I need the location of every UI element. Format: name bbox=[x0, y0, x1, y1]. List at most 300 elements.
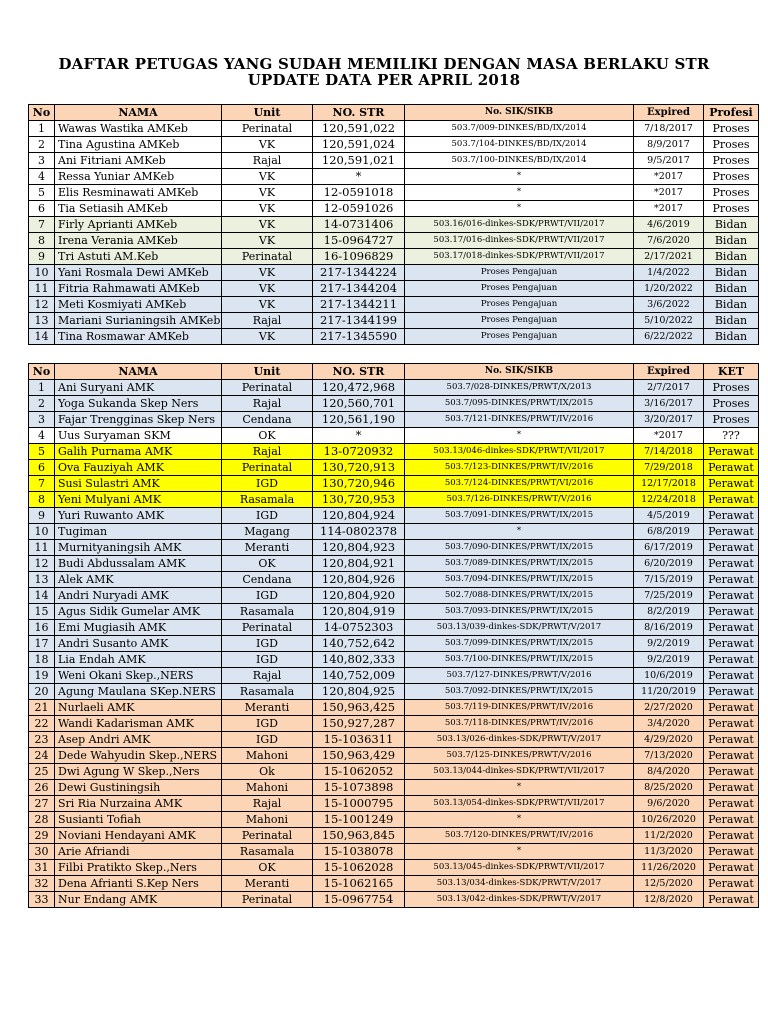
row-str-cell: 217-1344224 bbox=[313, 265, 405, 281]
row-nama-cell: Filbi Pratikto Skep.,Ners bbox=[55, 860, 222, 876]
row-nama-cell: Alek AMK bbox=[55, 572, 222, 588]
row-sik-cell: 503.7/123-DINKES/PRWT/IV/2016 bbox=[405, 460, 634, 476]
row-no-cell: 28 bbox=[29, 812, 55, 828]
row-expired-cell: 7/18/2017 bbox=[634, 121, 704, 137]
row-expired-cell: 10/6/2019 bbox=[634, 668, 704, 684]
table-row bbox=[29, 796, 759, 812]
row-expired-cell: 6/22/2022 bbox=[634, 329, 704, 345]
row-expired-cell: 7/14/2018 bbox=[634, 444, 704, 460]
row-str-cell: 140,752,009 bbox=[313, 668, 405, 684]
row-ket-cell: Proses bbox=[704, 121, 759, 137]
row-ket-cell: Bidan bbox=[704, 329, 759, 345]
row-sik-cell: * bbox=[405, 524, 634, 540]
row-expired-cell: 2/27/2020 bbox=[634, 700, 704, 716]
table-row bbox=[29, 412, 759, 428]
row-sik-cell: * bbox=[405, 169, 634, 185]
table-row bbox=[29, 444, 759, 460]
row-unit-cell: IGD bbox=[222, 652, 313, 668]
row-sik-cell: Proses Pengajuan bbox=[405, 265, 634, 281]
row-sik-cell: * bbox=[405, 844, 634, 860]
row-str-cell: 15-1036311 bbox=[313, 732, 405, 748]
row-ket-cell: Proses bbox=[704, 380, 759, 396]
row-no-cell: 17 bbox=[29, 636, 55, 652]
row-no-cell: 20 bbox=[29, 684, 55, 700]
table-row bbox=[29, 636, 759, 652]
table-row bbox=[29, 572, 759, 588]
row-expired-cell: 11/20/2019 bbox=[634, 684, 704, 700]
table-row bbox=[29, 492, 759, 508]
table-row bbox=[29, 668, 759, 684]
table-row bbox=[29, 169, 759, 185]
row-nama-cell: Yeni Mulyani AMK bbox=[55, 492, 222, 508]
row-str-cell: 15-1001249 bbox=[313, 812, 405, 828]
row-expired-cell: *2017 bbox=[634, 428, 704, 444]
row-no-cell: 30 bbox=[29, 844, 55, 860]
row-ket-cell: Perawat bbox=[704, 796, 759, 812]
row-no-cell: 3 bbox=[29, 153, 55, 169]
row-sik-cell: * bbox=[405, 812, 634, 828]
row-str-cell: 120,591,022 bbox=[313, 121, 405, 137]
row-no-cell: 1 bbox=[29, 121, 55, 137]
table-row bbox=[29, 233, 759, 249]
header-no: No bbox=[29, 105, 55, 121]
row-ket-cell: Perawat bbox=[704, 636, 759, 652]
row-nama-cell: Irena Verania AMKeb bbox=[55, 233, 222, 249]
table-row bbox=[29, 249, 759, 265]
row-ket-cell: Proses bbox=[704, 201, 759, 217]
row-sik-cell: 503.16/016-dinkes-SDK/PRWT/VII/2017 bbox=[405, 217, 634, 233]
row-ket-cell: Proses bbox=[704, 169, 759, 185]
row-nama-cell: Arie Afriandi bbox=[55, 844, 222, 860]
row-nama-cell: Firly Aprianti AMKeb bbox=[55, 217, 222, 233]
row-str-cell: 15-1062052 bbox=[313, 764, 405, 780]
row-str-cell: 150,927,287 bbox=[313, 716, 405, 732]
row-ket-cell: Bidan bbox=[704, 281, 759, 297]
row-sik-cell: 503.13/039-dinkes-SDK/PRWT/V/2017 bbox=[405, 620, 634, 636]
row-ket-cell: Perawat bbox=[704, 844, 759, 860]
row-no-cell: 22 bbox=[29, 716, 55, 732]
row-ket-cell: Perawat bbox=[704, 620, 759, 636]
header-unit: Unit bbox=[222, 105, 313, 121]
row-str-cell: 15-1038078 bbox=[313, 844, 405, 860]
row-unit-cell: IGD bbox=[222, 716, 313, 732]
row-unit-cell: Meranti bbox=[222, 540, 313, 556]
row-ket-cell: Perawat bbox=[704, 684, 759, 700]
row-expired-cell: 5/10/2022 bbox=[634, 313, 704, 329]
row-nama-cell: Yoga Sukanda Skep Ners bbox=[55, 396, 222, 412]
header-nama: NAMA bbox=[55, 105, 222, 121]
header-no-str: NO. STR bbox=[313, 105, 405, 121]
row-no-cell: 10 bbox=[29, 265, 55, 281]
table-row bbox=[29, 329, 759, 345]
row-expired-cell: 4/5/2019 bbox=[634, 508, 704, 524]
row-nama-cell: Dena Afrianti S.Kep Ners bbox=[55, 876, 222, 892]
row-nama-cell: Dewi Gustiningsih bbox=[55, 780, 222, 796]
row-nama-cell: Tugiman bbox=[55, 524, 222, 540]
table-row bbox=[29, 137, 759, 153]
row-nama-cell: Nur Endang AMK bbox=[55, 892, 222, 908]
row-sik-cell: * bbox=[405, 428, 634, 444]
row-ket-cell: Perawat bbox=[704, 508, 759, 524]
row-sik-cell: 503.7/125-DINKES/PRWT/V/2016 bbox=[405, 748, 634, 764]
row-nama-cell: Dede Wahyudin Skep.,NERS bbox=[55, 748, 222, 764]
table-header-row bbox=[29, 364, 759, 380]
row-expired-cell: 12/24/2018 bbox=[634, 492, 704, 508]
row-nama-cell: Murnityaningsih AMK bbox=[55, 540, 222, 556]
row-str-cell: 12-0591026 bbox=[313, 201, 405, 217]
row-str-cell: 16-1096829 bbox=[313, 249, 405, 265]
document-subtitle: UPDATE DATA PER APRIL 2018 bbox=[247, 71, 521, 89]
row-ket-cell: Perawat bbox=[704, 572, 759, 588]
row-unit-cell: VK bbox=[222, 329, 313, 345]
row-expired-cell: 6/20/2019 bbox=[634, 556, 704, 572]
row-expired-cell: *2017 bbox=[634, 201, 704, 217]
header-nama: NAMA bbox=[55, 364, 222, 380]
row-ket-cell: Proses bbox=[704, 185, 759, 201]
row-unit-cell: Perinatal bbox=[222, 460, 313, 476]
row-str-cell: 217-1345590 bbox=[313, 329, 405, 345]
row-unit-cell: VK bbox=[222, 297, 313, 313]
row-unit-cell: Mahoni bbox=[222, 780, 313, 796]
bidan-table bbox=[28, 104, 759, 345]
row-expired-cell: 8/2/2019 bbox=[634, 604, 704, 620]
row-expired-cell: 7/15/2019 bbox=[634, 572, 704, 588]
row-expired-cell: 12/17/2018 bbox=[634, 476, 704, 492]
table-row bbox=[29, 460, 759, 476]
row-no-cell: 14 bbox=[29, 329, 55, 345]
table-row bbox=[29, 844, 759, 860]
row-nama-cell: Galih Purnama AMK bbox=[55, 444, 222, 460]
row-sik-cell: 503.13/044-dinkes-SDK/PRWT/VII/2017 bbox=[405, 764, 634, 780]
row-unit-cell: OK bbox=[222, 556, 313, 572]
row-unit-cell: Mahoni bbox=[222, 812, 313, 828]
row-str-cell: 12-0591018 bbox=[313, 185, 405, 201]
row-unit-cell: Perinatal bbox=[222, 380, 313, 396]
table-row bbox=[29, 700, 759, 716]
row-str-cell: 217-1344199 bbox=[313, 313, 405, 329]
row-expired-cell: 7/29/2018 bbox=[634, 460, 704, 476]
row-ket-cell: Proses bbox=[704, 412, 759, 428]
row-sik-cell: 503.13/045-dinkes-SDK/PRWT/VII/2017 bbox=[405, 860, 634, 876]
row-nama-cell: Dwi Agung W Skep.,Ners bbox=[55, 764, 222, 780]
row-sik-cell: * bbox=[405, 201, 634, 217]
row-str-cell: 120,561,190 bbox=[313, 412, 405, 428]
table-header-row bbox=[29, 105, 759, 121]
row-expired-cell: 7/13/2020 bbox=[634, 748, 704, 764]
row-sik-cell: 503.7/120-DINKES/PRWT/IV/2016 bbox=[405, 828, 634, 844]
row-unit-cell: Ok bbox=[222, 764, 313, 780]
row-nama-cell: Yani Rosmala Dewi AMKeb bbox=[55, 265, 222, 281]
row-ket-cell: Perawat bbox=[704, 460, 759, 476]
row-nama-cell: Susi Sulastri AMK bbox=[55, 476, 222, 492]
row-nama-cell: Weni Okani Skep.,NERS bbox=[55, 668, 222, 684]
row-unit-cell: OK bbox=[222, 860, 313, 876]
row-nama-cell: Noviani Hendayani AMK bbox=[55, 828, 222, 844]
row-nama-cell: Tri Astuti AM.Keb bbox=[55, 249, 222, 265]
row-str-cell: 217-1344211 bbox=[313, 297, 405, 313]
row-sik-cell: * bbox=[405, 185, 634, 201]
table-row bbox=[29, 892, 759, 908]
row-ket-cell: Proses bbox=[704, 396, 759, 412]
row-nama-cell: Ova Fauziyah AMK bbox=[55, 460, 222, 476]
row-no-cell: 24 bbox=[29, 748, 55, 764]
row-ket-cell: Perawat bbox=[704, 748, 759, 764]
row-ket-cell: Bidan bbox=[704, 217, 759, 233]
row-no-cell: 11 bbox=[29, 540, 55, 556]
row-no-cell: 4 bbox=[29, 169, 55, 185]
row-expired-cell: 4/29/2020 bbox=[634, 732, 704, 748]
row-unit-cell: Rasamala bbox=[222, 604, 313, 620]
row-expired-cell: 9/5/2017 bbox=[634, 153, 704, 169]
row-nama-cell: Ani Suryani AMK bbox=[55, 380, 222, 396]
row-sik-cell: 503.13/034-dinkes-SDK/PRWT/V/2017 bbox=[405, 876, 634, 892]
row-expired-cell: 6/8/2019 bbox=[634, 524, 704, 540]
row-expired-cell: 12/8/2020 bbox=[634, 892, 704, 908]
row-unit-cell: Cendana bbox=[222, 412, 313, 428]
row-ket-cell: Bidan bbox=[704, 233, 759, 249]
row-no-cell: 2 bbox=[29, 137, 55, 153]
row-no-cell: 13 bbox=[29, 572, 55, 588]
row-expired-cell: 2/17/2021 bbox=[634, 249, 704, 265]
row-sik-cell: 503.7/092-DINKES/PRWT/IX/2015 bbox=[405, 684, 634, 700]
row-no-cell: 4 bbox=[29, 428, 55, 444]
row-str-cell: 150,963,425 bbox=[313, 700, 405, 716]
row-no-cell: 2 bbox=[29, 396, 55, 412]
row-nama-cell: Tia Setiasih AMKeb bbox=[55, 201, 222, 217]
row-str-cell: 120,804,921 bbox=[313, 556, 405, 572]
row-sik-cell: 503.7/094-DINKES/PRWT/IX/2015 bbox=[405, 572, 634, 588]
row-str-cell: 120,591,024 bbox=[313, 137, 405, 153]
row-unit-cell: VK bbox=[222, 265, 313, 281]
row-unit-cell: VK bbox=[222, 137, 313, 153]
row-nama-cell: Lia Endah AMK bbox=[55, 652, 222, 668]
row-no-cell: 13 bbox=[29, 313, 55, 329]
row-unit-cell: Rajal bbox=[222, 668, 313, 684]
row-unit-cell: Magang bbox=[222, 524, 313, 540]
row-str-cell: 150,963,429 bbox=[313, 748, 405, 764]
row-no-cell: 18 bbox=[29, 652, 55, 668]
row-no-cell: 5 bbox=[29, 185, 55, 201]
row-nama-cell: Fitria Rahmawati AMKeb bbox=[55, 281, 222, 297]
row-unit-cell: Rasamala bbox=[222, 492, 313, 508]
row-ket-cell: Perawat bbox=[704, 524, 759, 540]
row-unit-cell: Perinatal bbox=[222, 620, 313, 636]
row-unit-cell: Rajal bbox=[222, 153, 313, 169]
row-expired-cell: *2017 bbox=[634, 185, 704, 201]
row-nama-cell: Uus Suryaman SKM bbox=[55, 428, 222, 444]
row-str-cell: 130,720,913 bbox=[313, 460, 405, 476]
row-sik-cell: 503.7/104-DINKES/BD/IX/2014 bbox=[405, 137, 634, 153]
row-unit-cell: Perinatal bbox=[222, 892, 313, 908]
row-no-cell: 12 bbox=[29, 297, 55, 313]
row-unit-cell: Perinatal bbox=[222, 249, 313, 265]
row-ket-cell: Perawat bbox=[704, 540, 759, 556]
row-str-cell: 130,720,946 bbox=[313, 476, 405, 492]
row-unit-cell: Rajal bbox=[222, 313, 313, 329]
row-nama-cell: Agus Sidik Gumelar AMK bbox=[55, 604, 222, 620]
table-row bbox=[29, 764, 759, 780]
row-unit-cell: OK bbox=[222, 428, 313, 444]
row-str-cell: 14-0731406 bbox=[313, 217, 405, 233]
row-nama-cell: Yuri Ruwanto AMK bbox=[55, 508, 222, 524]
row-no-cell: 7 bbox=[29, 476, 55, 492]
row-expired-cell: 7/25/2019 bbox=[634, 588, 704, 604]
row-str-cell: 13-0720932 bbox=[313, 444, 405, 460]
table-row bbox=[29, 201, 759, 217]
row-expired-cell: 11/2/2020 bbox=[634, 828, 704, 844]
row-sik-cell: 503.7/100-DINKES/PRWT/IX/2015 bbox=[405, 652, 634, 668]
row-sik-cell: 503.7/093-DINKES/PRWT/IX/2015 bbox=[405, 604, 634, 620]
row-ket-cell: Bidan bbox=[704, 297, 759, 313]
row-sik-cell: 503.17/018-dinkes-SDK/PRWT/VII/2017 bbox=[405, 249, 634, 265]
table-row bbox=[29, 281, 759, 297]
row-expired-cell: 9/6/2020 bbox=[634, 796, 704, 812]
row-sik-cell: 503.7/028-DINKES/PRWT/X/2013 bbox=[405, 380, 634, 396]
table-row bbox=[29, 780, 759, 796]
row-no-cell: 15 bbox=[29, 604, 55, 620]
row-sik-cell: 503.7/127-DINKES/PRWT/V/2016 bbox=[405, 668, 634, 684]
row-ket-cell: Perawat bbox=[704, 556, 759, 572]
row-expired-cell: 11/26/2020 bbox=[634, 860, 704, 876]
row-sik-cell: Proses Pengajuan bbox=[405, 313, 634, 329]
table-row bbox=[29, 524, 759, 540]
row-nama-cell: Agung Maulana SKep.NERS bbox=[55, 684, 222, 700]
row-unit-cell: VK bbox=[222, 281, 313, 297]
table-row bbox=[29, 732, 759, 748]
table-row bbox=[29, 604, 759, 620]
row-ket-cell: Proses bbox=[704, 137, 759, 153]
row-sik-cell: 503.7/121-DINKES/PRWT/IV/2016 bbox=[405, 412, 634, 428]
table-row bbox=[29, 313, 759, 329]
table-row bbox=[29, 185, 759, 201]
row-unit-cell: Rajal bbox=[222, 796, 313, 812]
row-sik-cell: 503.7/089-DINKES/PRWT/IX/2015 bbox=[405, 556, 634, 572]
row-no-cell: 10 bbox=[29, 524, 55, 540]
table-row bbox=[29, 860, 759, 876]
row-expired-cell: 12/5/2020 bbox=[634, 876, 704, 892]
row-str-cell: 130,720,953 bbox=[313, 492, 405, 508]
table-row bbox=[29, 297, 759, 313]
row-nama-cell: Fajar Trengginas Skep Ners bbox=[55, 412, 222, 428]
row-sik-cell: 503.17/016-dinkes-SDK/PRWT/VII/2017 bbox=[405, 233, 634, 249]
row-str-cell: 15-1062028 bbox=[313, 860, 405, 876]
row-expired-cell: 9/2/2019 bbox=[634, 636, 704, 652]
header-no-str: NO. STR bbox=[313, 364, 405, 380]
row-str-cell: 140,752,642 bbox=[313, 636, 405, 652]
row-sik-cell: Proses Pengajuan bbox=[405, 281, 634, 297]
row-ket-cell: Perawat bbox=[704, 876, 759, 892]
row-str-cell: 120,560,701 bbox=[313, 396, 405, 412]
row-unit-cell: VK bbox=[222, 233, 313, 249]
row-str-cell: 120,804,925 bbox=[313, 684, 405, 700]
table-row bbox=[29, 508, 759, 524]
row-expired-cell: 1/20/2022 bbox=[634, 281, 704, 297]
row-expired-cell: 8/16/2019 bbox=[634, 620, 704, 636]
row-no-cell: 29 bbox=[29, 828, 55, 844]
row-str-cell: 14-0752303 bbox=[313, 620, 405, 636]
row-sik-cell: 503.13/054-dinkes-SDK/PRWT/VII/2017 bbox=[405, 796, 634, 812]
row-expired-cell: 7/6/2020 bbox=[634, 233, 704, 249]
table-row bbox=[29, 540, 759, 556]
table-row bbox=[29, 748, 759, 764]
row-unit-cell: IGD bbox=[222, 732, 313, 748]
row-no-cell: 7 bbox=[29, 217, 55, 233]
row-str-cell: 120,472,968 bbox=[313, 380, 405, 396]
row-ket-cell: Bidan bbox=[704, 265, 759, 281]
row-nama-cell: Emi Mugiasih AMK bbox=[55, 620, 222, 636]
row-no-cell: 14 bbox=[29, 588, 55, 604]
row-unit-cell: Rajal bbox=[222, 444, 313, 460]
row-expired-cell: 3/20/2017 bbox=[634, 412, 704, 428]
table-row bbox=[29, 380, 759, 396]
row-nama-cell: Ressa Yuniar AMKeb bbox=[55, 169, 222, 185]
row-ket-cell: Bidan bbox=[704, 313, 759, 329]
row-ket-cell: Perawat bbox=[704, 732, 759, 748]
row-sik-cell: 503.7/009-DINKES/BD/IX/2014 bbox=[405, 121, 634, 137]
row-no-cell: 26 bbox=[29, 780, 55, 796]
row-expired-cell: 9/2/2019 bbox=[634, 652, 704, 668]
row-no-cell: 27 bbox=[29, 796, 55, 812]
row-ket-cell: Perawat bbox=[704, 700, 759, 716]
header-expired: Expired bbox=[634, 364, 704, 380]
row-ket-cell: Perawat bbox=[704, 492, 759, 508]
table-row bbox=[29, 396, 759, 412]
row-nama-cell: Meti Kosmiyati AMKeb bbox=[55, 297, 222, 313]
row-sik-cell: 503.7/119-DINKES/PRWT/IV/2016 bbox=[405, 700, 634, 716]
row-no-cell: 8 bbox=[29, 492, 55, 508]
row-str-cell: 15-1000795 bbox=[313, 796, 405, 812]
header-unit: Unit bbox=[222, 364, 313, 380]
table-row bbox=[29, 121, 759, 137]
row-expired-cell: 8/9/2017 bbox=[634, 137, 704, 153]
row-expired-cell: 6/17/2019 bbox=[634, 540, 704, 556]
row-ket-cell: Perawat bbox=[704, 812, 759, 828]
document-title: DAFTAR PETUGAS YANG SUDAH MEMILIKI DENGAN MASA BERLAKU STR bbox=[58, 55, 710, 73]
row-unit-cell: Cendana bbox=[222, 572, 313, 588]
row-expired-cell: 11/3/2020 bbox=[634, 844, 704, 860]
row-unit-cell: IGD bbox=[222, 476, 313, 492]
row-no-cell: 9 bbox=[29, 249, 55, 265]
row-sik-cell: 503.13/042-dinkes-SDK/PRWT/V/2017 bbox=[405, 892, 634, 908]
row-ket-cell: Perawat bbox=[704, 780, 759, 796]
row-sik-cell: 503.7/091-DINKES/PRWT/IX/2015 bbox=[405, 508, 634, 524]
header-profesi: Profesi bbox=[704, 105, 759, 121]
row-nama-cell: Tina Rosmawar AMKeb bbox=[55, 329, 222, 345]
row-str-cell: 120,804,920 bbox=[313, 588, 405, 604]
row-nama-cell: Andri Susanto AMK bbox=[55, 636, 222, 652]
table-row bbox=[29, 217, 759, 233]
row-sik-cell: 502.7/088-DINKES/PRWT/IX/2015 bbox=[405, 588, 634, 604]
row-ket-cell: Perawat bbox=[704, 588, 759, 604]
row-nama-cell: Mariani Surianingsih AMKeb bbox=[55, 313, 222, 329]
row-sik-cell: 503.7/099-DINKES/PRWT/IX/2015 bbox=[405, 636, 634, 652]
row-unit-cell: IGD bbox=[222, 508, 313, 524]
row-ket-cell: Proses bbox=[704, 153, 759, 169]
table-row bbox=[29, 428, 759, 444]
row-expired-cell: 8/25/2020 bbox=[634, 780, 704, 796]
row-nama-cell: Nurlaeli AMK bbox=[55, 700, 222, 716]
row-no-cell: 8 bbox=[29, 233, 55, 249]
row-no-cell: 25 bbox=[29, 764, 55, 780]
table-row bbox=[29, 556, 759, 572]
row-sik-cell: 503.13/026-dinkes-SDK/PRWT/V/2017 bbox=[405, 732, 634, 748]
row-str-cell: 140,802,333 bbox=[313, 652, 405, 668]
row-str-cell: 150,963,845 bbox=[313, 828, 405, 844]
row-no-cell: 11 bbox=[29, 281, 55, 297]
row-expired-cell: 3/4/2020 bbox=[634, 716, 704, 732]
row-str-cell: 114-0802378 bbox=[313, 524, 405, 540]
row-unit-cell: Rasamala bbox=[222, 684, 313, 700]
